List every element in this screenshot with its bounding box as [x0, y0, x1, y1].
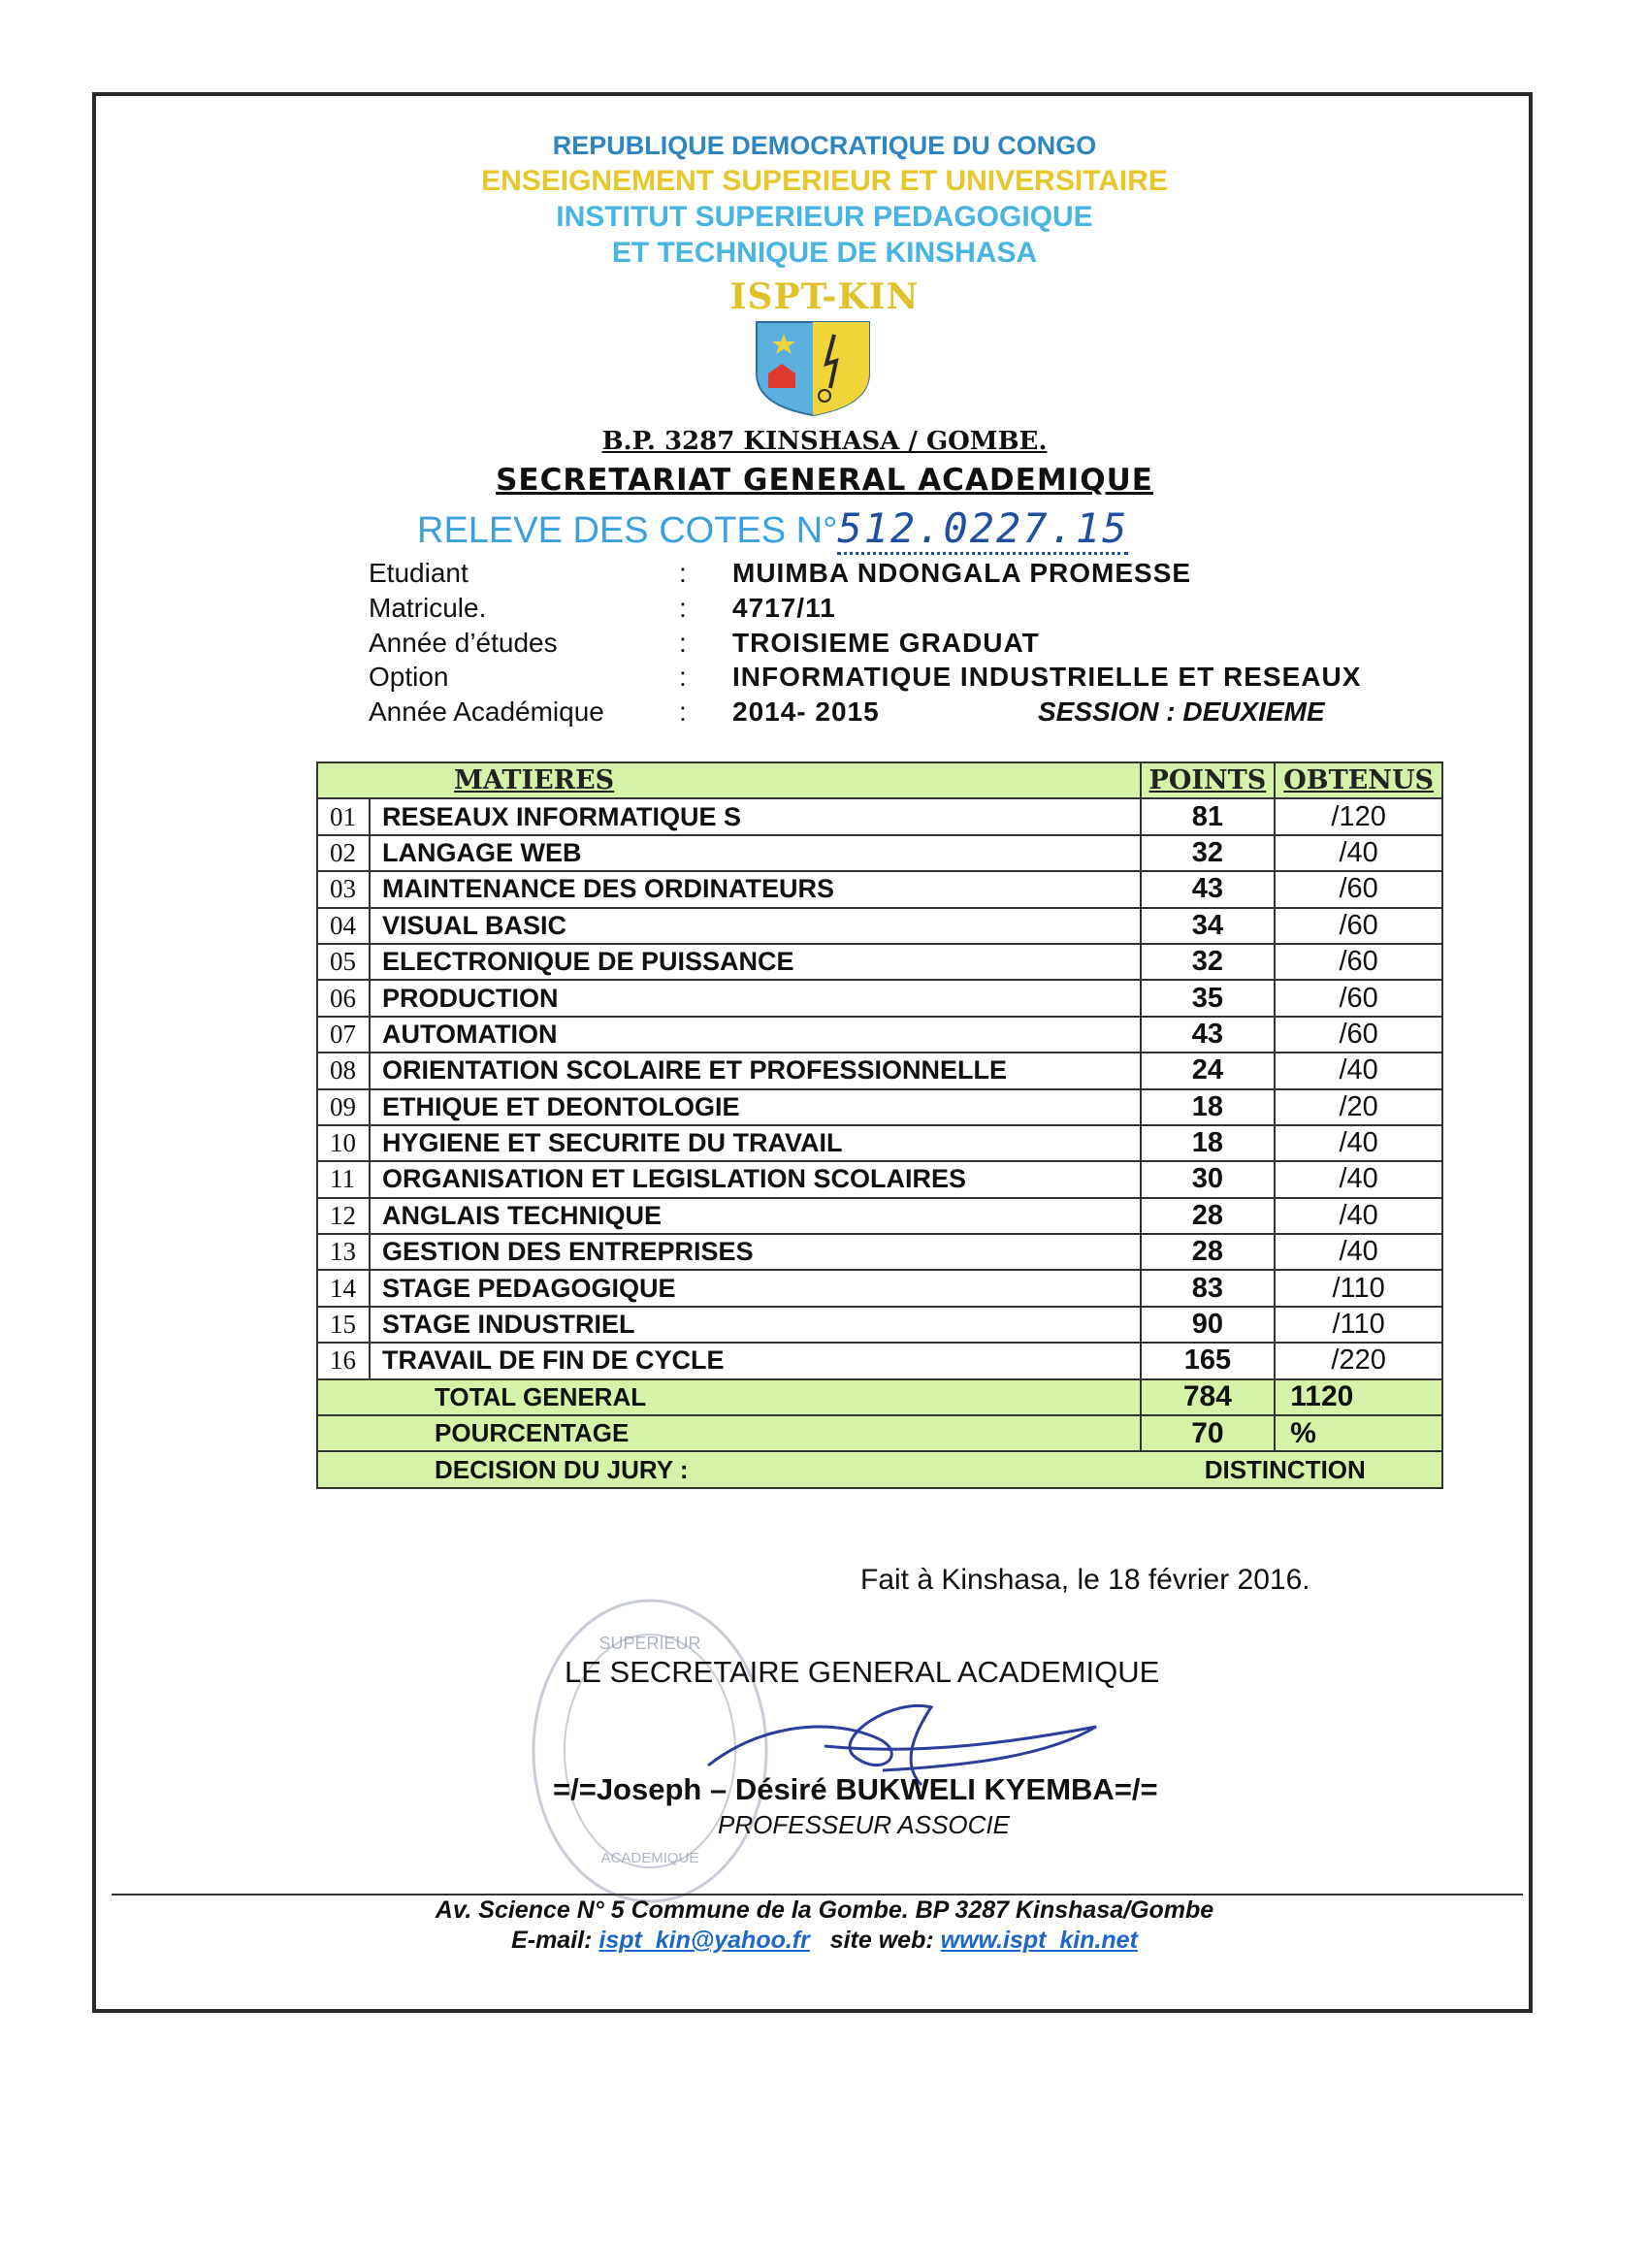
- total-points: 784: [1141, 1379, 1276, 1415]
- percentage-row: [317, 1415, 1442, 1451]
- signatory-name: =/=Joseph – Désiré BUKWELI KYEMBA=/=: [553, 1772, 1158, 1806]
- field-separator: :: [679, 628, 687, 658]
- svg-text:SUPERIEUR: SUPERIEUR: [598, 1634, 701, 1653]
- ispt-kin-shield-logo-icon: [755, 320, 871, 417]
- subject-max: /40: [1275, 1161, 1442, 1197]
- subject-points: 24: [1141, 1053, 1276, 1088]
- subject-points: 165: [1141, 1343, 1276, 1378]
- institute-acronym: ISPT-KIN: [729, 276, 920, 317]
- email-label: E-mail:: [511, 1927, 593, 1954]
- subject-points: 81: [1141, 798, 1276, 834]
- subject-points: 18: [1141, 1089, 1276, 1125]
- table-row: [317, 944, 1442, 980]
- institute-heading-2: ET TECHNIQUE DE KINSHASA: [611, 237, 1038, 269]
- subject-name: ORIENTATION SCOLAIRE ET PROFESSIONNELLE: [370, 1053, 1141, 1088]
- subject-max: /40: [1275, 1053, 1442, 1088]
- subject-max: /220: [1275, 1343, 1442, 1378]
- subject-points: 43: [1141, 1017, 1276, 1053]
- table-row: [317, 1017, 1442, 1053]
- table-row: [317, 1343, 1442, 1378]
- subject-points: 18: [1141, 1125, 1276, 1161]
- subject-points: 43: [1141, 871, 1276, 907]
- percentage-label: POURCENTAGE: [317, 1415, 1141, 1451]
- website-link[interactable]: www.ispt_kin.net: [940, 1927, 1138, 1954]
- field-value: INFORMATIQUE INDUSTRIELLE ET RESEAUX: [732, 662, 1362, 692]
- table-row: [317, 1125, 1442, 1161]
- row-number: 03: [317, 871, 370, 907]
- institute-heading-1: INSTITUT SUPERIEUR PEDAGOGIQUE: [556, 201, 1093, 233]
- table-row: [317, 1161, 1442, 1197]
- table-row: [317, 980, 1442, 1016]
- field-value: TROISIEME GRADUAT: [732, 628, 1040, 658]
- subject-max: /110: [1275, 1307, 1442, 1343]
- footer-divider: [112, 1894, 1523, 1895]
- subject-max: /60: [1275, 871, 1442, 907]
- header-subjects: MATIERES: [317, 762, 1141, 798]
- subject-max: /110: [1275, 1270, 1442, 1306]
- subject-name: PRODUCTION: [370, 980, 1141, 1016]
- row-number: 13: [317, 1234, 370, 1270]
- svg-text:ACADEMIQUE: ACADEMIQUE: [600, 1850, 699, 1866]
- subject-name: LANGAGE WEB: [370, 835, 1141, 871]
- country-heading: REPUBLIQUE DEMOCRATIQUE DU CONGO: [552, 131, 1097, 160]
- subject-max: /60: [1275, 944, 1442, 980]
- subject-name: TRAVAIL DE FIN DE CYCLE: [370, 1343, 1141, 1378]
- row-number: 10: [317, 1125, 370, 1161]
- subject-points: 35: [1141, 980, 1276, 1016]
- subject-points: 28: [1141, 1234, 1276, 1270]
- table-row: [317, 1053, 1442, 1088]
- table-row: [317, 1089, 1442, 1125]
- row-number: 06: [317, 980, 370, 1016]
- footer-address: Av. Science N° 5 Commune de la Gombe. BP 3287 Kinshasa/Gombe: [435, 1896, 1214, 1924]
- field-label: Matricule.: [369, 593, 487, 623]
- subject-points: 30: [1141, 1161, 1276, 1197]
- subject-max: /60: [1275, 908, 1442, 944]
- table-row: [317, 1307, 1442, 1343]
- site-label: site web:: [829, 1927, 934, 1954]
- document-number: 512.0227.15: [837, 504, 1128, 555]
- field-value: MUIMBA NDONGALA PROMESSE: [732, 558, 1192, 588]
- subject-name: MAINTENANCE DES ORDINATEURS: [370, 871, 1141, 907]
- subject-max: /20: [1275, 1089, 1442, 1125]
- row-number: 14: [317, 1270, 370, 1306]
- row-number: 08: [317, 1053, 370, 1088]
- subject-max: /120: [1275, 798, 1442, 834]
- subject-name: STAGE PEDAGOGIQUE: [370, 1270, 1141, 1306]
- decision-label: DECISION DU JURY :: [317, 1451, 1141, 1487]
- place-and-date: Fait à Kinshasa, le 18 février 2016.: [860, 1564, 1310, 1596]
- email-link[interactable]: ispt_kin@yahoo.fr: [598, 1927, 810, 1954]
- table-row: [317, 1198, 1442, 1234]
- table-header-row: [317, 762, 1442, 798]
- field-separator: :: [679, 558, 687, 588]
- subject-max: /40: [1275, 1198, 1442, 1234]
- field-separator: :: [679, 697, 687, 727]
- percentage-value: 70: [1141, 1415, 1276, 1451]
- header-obtained: OBTENUS: [1275, 762, 1442, 798]
- subject-points: 32: [1141, 835, 1276, 871]
- table-row: [317, 1270, 1442, 1306]
- document-title-label: RELEVE DES COTES N°: [417, 510, 838, 551]
- row-number: 04: [317, 908, 370, 944]
- percentage-sign: %: [1275, 1415, 1442, 1451]
- subject-points: 83: [1141, 1270, 1276, 1306]
- subject-name: ANGLAIS TECHNIQUE: [370, 1198, 1141, 1234]
- table-row: [317, 798, 1442, 834]
- field-label: Année Académique: [369, 697, 604, 727]
- table-row: [317, 835, 1442, 871]
- subject-name: HYGIENE ET SECURITE DU TRAVAIL: [370, 1125, 1141, 1161]
- total-max: 1120: [1275, 1379, 1442, 1415]
- field-value: 2014- 2015: [732, 697, 880, 727]
- subject-points: 32: [1141, 944, 1276, 980]
- row-number: 02: [317, 835, 370, 871]
- subject-name: AUTOMATION: [370, 1017, 1141, 1053]
- subject-points: 28: [1141, 1198, 1276, 1234]
- table-row: [317, 908, 1442, 944]
- field-separator: :: [679, 593, 687, 623]
- subject-max: /40: [1275, 1234, 1442, 1270]
- decision-value: DISTINCTION: [1141, 1451, 1442, 1487]
- subject-name: RESEAUX INFORMATIQUE S: [370, 798, 1141, 834]
- subject-name: ELECTRONIQUE DE PUISSANCE: [370, 944, 1141, 980]
- subject-name: VISUAL BASIC: [370, 908, 1141, 944]
- total-row: [317, 1379, 1442, 1415]
- ministry-heading: ENSEIGNEMENT SUPERIEUR ET UNIVERSITAIRE: [481, 165, 1168, 197]
- row-number: 11: [317, 1161, 370, 1197]
- postal-address: B.P. 3287 KINSHASA / GOMBE.: [601, 427, 1048, 456]
- footer-contacts: [0, 1927, 1649, 1955]
- field-value: 4717/11: [732, 593, 836, 623]
- subject-name: STAGE INDUSTRIEL: [370, 1307, 1141, 1343]
- row-number: 12: [317, 1198, 370, 1234]
- session-value: SESSION : DEUXIEME: [1038, 697, 1325, 727]
- subject-name: GESTION DES ENTREPRISES: [370, 1234, 1141, 1270]
- field-label: Option: [369, 662, 449, 692]
- row-number: 16: [317, 1343, 370, 1378]
- subject-name: ORGANISATION ET LEGISLATION SCOLAIRES: [370, 1161, 1141, 1197]
- field-separator: :: [679, 662, 687, 692]
- header-points: POINTS: [1141, 762, 1276, 798]
- subject-max: /40: [1275, 1125, 1442, 1161]
- subject-points: 90: [1141, 1307, 1276, 1343]
- row-number: 01: [317, 798, 370, 834]
- subject-max: /60: [1275, 980, 1442, 1016]
- subject-max: /60: [1275, 1017, 1442, 1053]
- subject-name: ETHIQUE ET DEONTOLOGIE: [370, 1089, 1141, 1125]
- field-label: Année d’études: [369, 628, 558, 658]
- signatory-title: LE SECRETAIRE GENERAL ACADEMIQUE: [565, 1655, 1160, 1689]
- subject-max: /40: [1275, 835, 1442, 871]
- row-number: 05: [317, 944, 370, 980]
- document-title: [417, 504, 1128, 552]
- total-label: TOTAL GENERAL: [317, 1379, 1141, 1415]
- field-label: Etudiant: [369, 558, 469, 588]
- row-number: 15: [317, 1307, 370, 1343]
- table-row: [317, 871, 1442, 907]
- signatory-role: PROFESSEUR ASSOCIE: [718, 1810, 1010, 1839]
- grades-body: [317, 798, 1442, 1378]
- table-row: [317, 1234, 1442, 1270]
- row-number: 09: [317, 1089, 370, 1125]
- subject-points: 34: [1141, 908, 1276, 944]
- decision-row: [317, 1451, 1442, 1487]
- grades-table: [316, 761, 1443, 1489]
- row-number: 07: [317, 1017, 370, 1053]
- office-name: SECRETARIAT GENERAL ACADEMIQUE: [496, 463, 1153, 498]
